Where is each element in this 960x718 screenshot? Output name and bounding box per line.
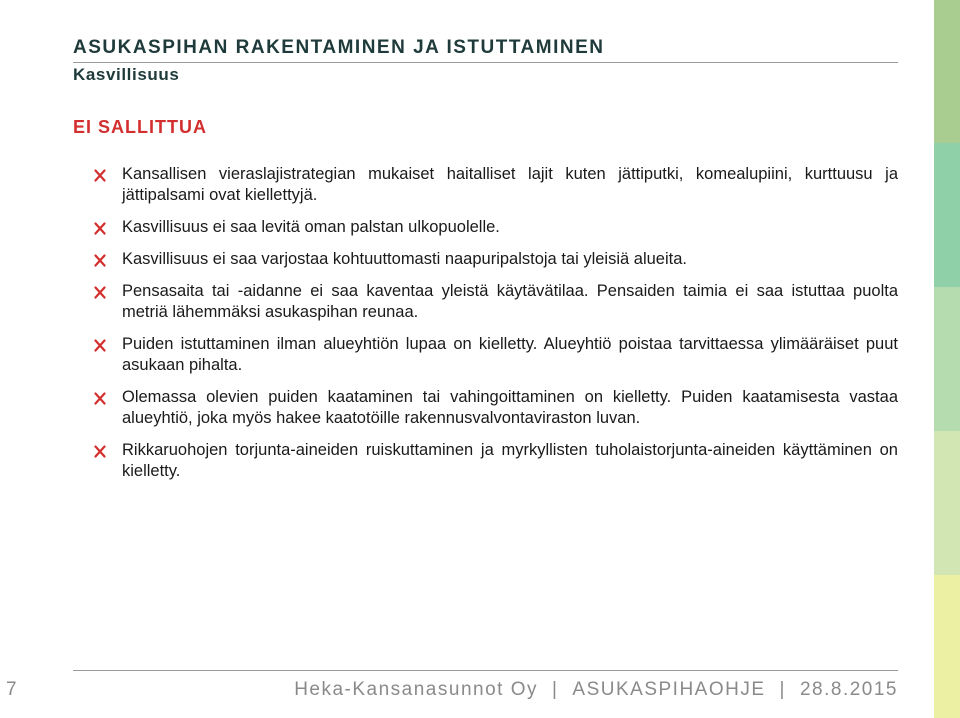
- list-item-text: Kansallisen vieraslajistrategian mukaiset haitalliset lajit kuten jättiputki, komealupiini, kurttuusu ja jättipalsami ovat kiellettyjä.: [122, 165, 898, 204]
- x-mark-icon: [94, 169, 106, 182]
- list-item-text: Olemassa olevien puiden kaataminen tai vahingoittaminen on kielletty. Puiden kaatamisesta vastaa alueyhtiö, joka myös hakee kaatotöille rakennusvalvontaviraston luvan.: [122, 388, 898, 427]
- list-item-text: Rikkaruohojen torjunta-aineiden ruiskuttaminen ja myrkyllisten tuholaistorjunta-aineiden käyttäminen on kielletty.: [122, 441, 898, 480]
- list-item-text: Kasvillisuus ei saa varjostaa kohtuuttomasti naapuripalstoja tai yleisiä alueita.: [122, 250, 687, 268]
- list-item: [94, 249, 898, 270]
- x-mark-icon: [94, 222, 106, 235]
- prohibited-list: [94, 164, 898, 493]
- color-stripe-4: [934, 431, 960, 575]
- x-mark-icon: [94, 445, 106, 458]
- footer-separator: |: [779, 679, 786, 700]
- footer-info: [294, 679, 898, 701]
- x-mark-icon: [94, 339, 106, 352]
- list-item: [94, 334, 898, 376]
- footer-date: 28.8.2015: [799, 679, 898, 700]
- list-item: [94, 217, 898, 238]
- list-item: [94, 387, 898, 429]
- document-title: ASUKASPIHAN RAKENTAMINEN JA ISTUTTAMINEN: [73, 37, 605, 58]
- footer-company: Heka-Kansanasunnot Oy: [294, 679, 538, 700]
- list-item-text: Puiden istuttaminen ilman alueyhtiön lupaa on kielletty. Alueyhtiö poistaa tarvittaessa ylimääräiset puut asukaan pihalta.: [122, 335, 898, 374]
- color-stripe-1: [934, 0, 960, 143]
- color-stripe-3: [934, 287, 960, 431]
- section-heading: EI SALLITTUA: [73, 117, 207, 137]
- x-mark-icon: [94, 286, 106, 299]
- document-subtitle: Kasvillisuus: [73, 65, 180, 84]
- footer-separator: |: [551, 679, 559, 700]
- color-stripe-5: [934, 575, 960, 718]
- list-item: [94, 281, 898, 323]
- page-number: 7: [6, 679, 19, 700]
- list-item-text: Kasvillisuus ei saa levitä oman palstan ulkopuolelle.: [122, 218, 500, 236]
- list-item-text: Pensasaita tai -aidanne ei saa kaventaa yleistä käytävätilaa. Pensaiden taimia ei saa istuttaa puolta metriä lähemmäksi asukaspihan reunaa.: [122, 282, 898, 321]
- header-divider: [73, 62, 898, 63]
- color-stripe-2: [934, 143, 960, 287]
- list-item: [94, 440, 898, 482]
- x-mark-icon: [94, 392, 106, 405]
- list-item: [94, 164, 898, 206]
- footer-divider: [73, 670, 898, 671]
- x-mark-icon: [94, 254, 106, 267]
- footer-document: ASUKASPIHAOHJE: [572, 679, 766, 700]
